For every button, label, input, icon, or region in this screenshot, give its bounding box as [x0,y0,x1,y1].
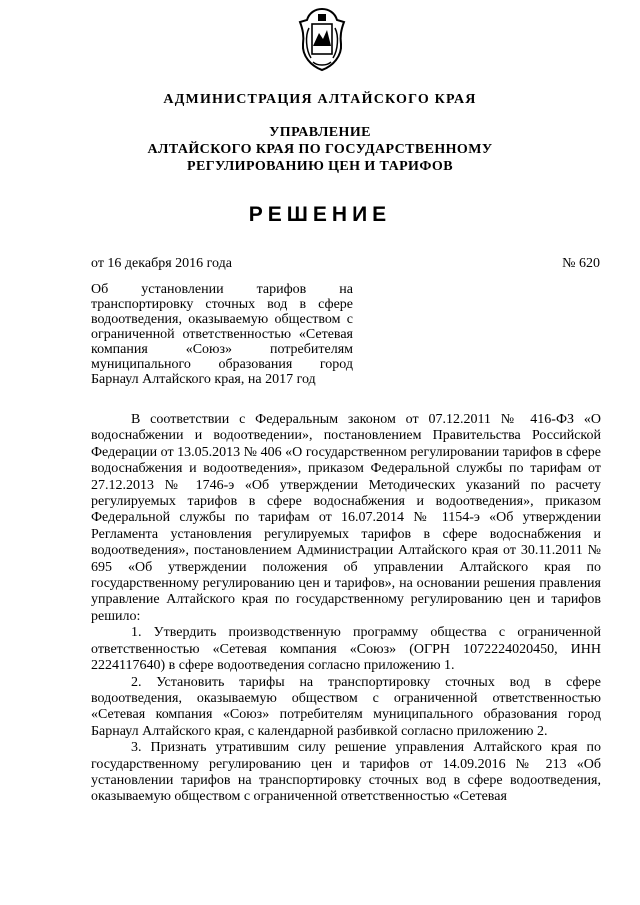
body-paragraph: 2. Установить тарифы на транспортировку сточных вод в сфере водоотведения, оказываемую обществом с ограниченной ответственностью «Сетевая компания «Союз» потребителям муниципального образования город Барнаул Алтайского края, с календарной разбивкой согласно приложению 2. [91,674,601,739]
decision-subject: Об установлении тарифов на транспортировку сточных вод в сфере водоотведения, оказываемую обществом с ограниченной ответственностью «Сетевая компания «Союз» потребителям муниципального образования город Барнаул Алтайского края, на 2017 год [91,282,353,387]
department-line: РЕГУЛИРОВАНИЮ ЦЕН И ТАРИФОВ [187,159,453,174]
body-paragraph: 3. Признать утратившим силу решение управления Алтайского края по государственному регулированию цен и тарифов от 14.09.2016 № 213 «Об установлении тарифов на транспортировку сточных вод в сфере водоотведения, оказываемую обществом с ограниченной ответственностью «Сетевая [91,740,601,805]
decision-number: № 620 [562,256,600,271]
department-line: УПРАВЛЕНИЕ [269,125,371,140]
decision-body [91,412,601,806]
department-heading [0,124,640,175]
decision-date: от 16 декабря 2016 года [91,256,232,271]
document-type-title: РЕШЕНИЕ [248,203,392,226]
coat-of-arms-emblem [295,6,349,72]
administration-heading: АДМИНИСТРАЦИЯ АЛТАЙСКОГО КРАЯ [163,92,477,107]
body-paragraph: 1. Утвердить производственную программу общества с ограниченной ответственностью «Сетевая компания «Союз» (ОГРН 1072224020450, ИНН 2224117640) в сфере водоотведения согласно приложению 1. [91,625,601,674]
body-paragraph: В соответствии с Федеральным законом от 07.12.2011 № 416-ФЗ «О водоснабжении и водоотведении», постановлением Правительства Российской Федерации от 13.05.2013 № 406 «О государственном регулировании тарифов в сфере водоснабжения и водоотведения», приказом Федеральной службы по тарифам от 27.12.2013 № 1746-э «Об утверждении Методических указаний по расчету регулируемых тарифов в сфере водоснабжения и водоотведения», приказом Федеральной службы по тарифам от 16.07.2014 № 1154-э «Об утверждении Регламента установления регулируемых тарифов в сфере водоснабжения и водоотведения», постановлением Администрации Алтайского края от 30.11.2011 № 695 «Об утверждении положения об управлении Алтайского края по государственному регулированию цен и тарифов», на основании решения правления управление Алтайского края по государственному регулированию цен и тарифов решило: [91,412,601,624]
department-line: АЛТАЙСКОГО КРАЯ ПО ГОСУДАРСТВЕННОМУ [147,142,493,157]
